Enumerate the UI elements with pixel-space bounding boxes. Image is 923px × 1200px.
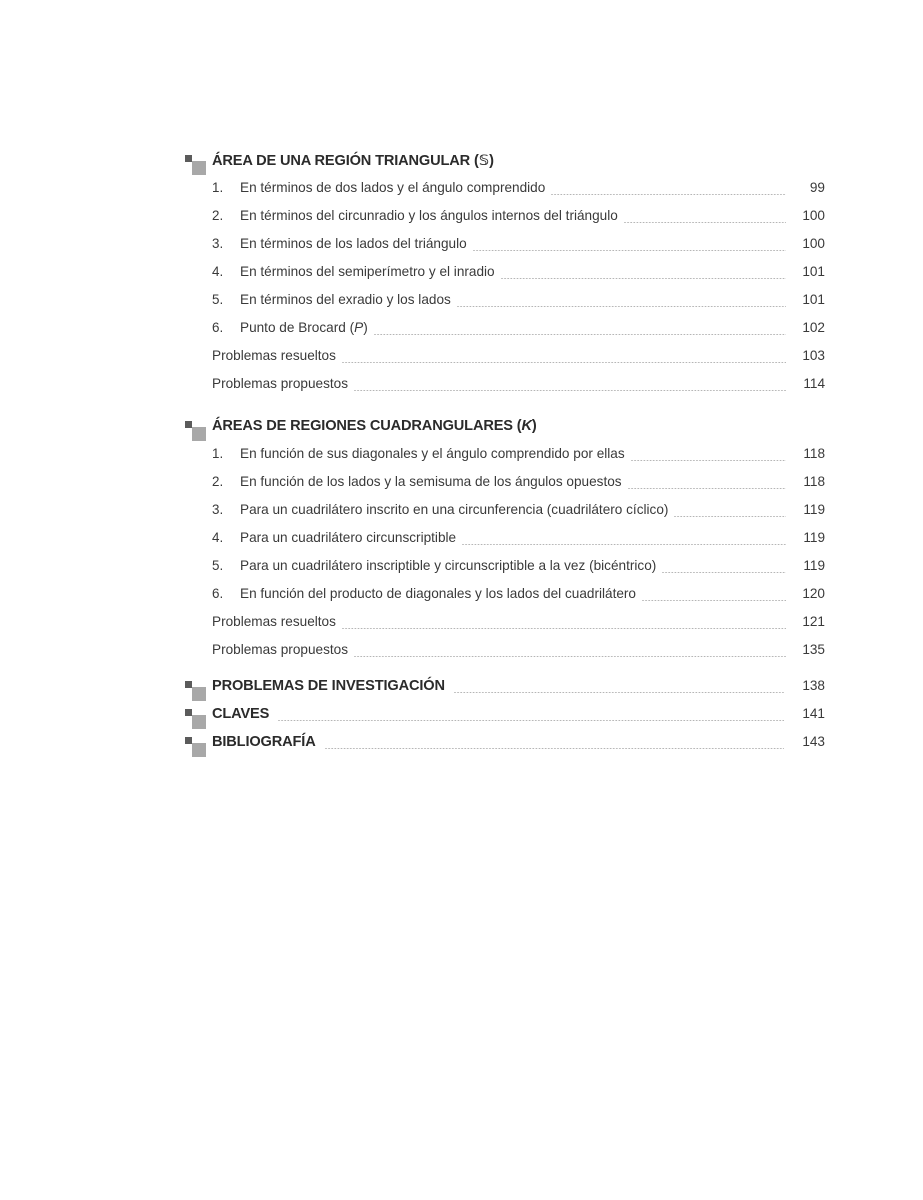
- entry-number: 5.: [212, 558, 224, 573]
- entry-page-number: 102: [802, 320, 825, 335]
- section-marker-icon: [185, 155, 206, 176]
- toc-entry[interactable]: [185, 502, 825, 530]
- toc-entry[interactable]: [185, 614, 825, 642]
- entry-number: 2.: [212, 474, 224, 489]
- section-heading-problemas-investigacion[interactable]: [185, 678, 825, 706]
- section-marker-icon: [185, 681, 206, 702]
- entry-page-number: 121: [802, 614, 825, 629]
- toc-entry[interactable]: [185, 180, 825, 208]
- dot-leader: [628, 488, 786, 489]
- toc-entry[interactable]: [185, 474, 825, 502]
- section-heading-label: CLAVES: [212, 706, 270, 722]
- entry-label: En función del producto de diagonales y los lados del cuadrilátero: [240, 586, 636, 601]
- entry-number: 1.: [212, 446, 224, 461]
- entry-label: En términos de los lados del triángulo: [240, 236, 467, 251]
- entry-number: 2.: [212, 208, 224, 223]
- entry-number: 6.: [212, 320, 224, 335]
- dot-leader: [354, 656, 786, 657]
- section-heading-label: ÁREAS DE REGIONES CUADRANGULARES (K): [212, 418, 537, 434]
- section-heading-label: ÁREA DE UNA REGIÓN TRIANGULAR (𝕊): [212, 152, 494, 169]
- entry-label: Punto de Brocard (P): [240, 320, 368, 335]
- dot-leader: [457, 306, 786, 307]
- dot-leader: [631, 460, 786, 461]
- table-of-contents: [185, 152, 825, 762]
- dot-leader: [642, 600, 786, 601]
- section-heading-area-triangular: [185, 152, 825, 180]
- dot-leader: [462, 544, 786, 545]
- entry-page-number: 119: [803, 502, 825, 517]
- entry-page-number: 103: [802, 348, 825, 363]
- section-heading-label: BIBLIOGRAFÍA: [212, 734, 316, 750]
- section-heading-areas-cuadrangulares: [185, 418, 825, 446]
- entry-label: En términos del semiperímetro y el inradio: [240, 264, 495, 279]
- entry-label: En función de sus diagonales y el ángulo comprendido por ellas: [240, 446, 625, 461]
- dot-leader: [501, 278, 786, 279]
- toc-entry[interactable]: [185, 292, 825, 320]
- dot-leader: [354, 390, 786, 391]
- entry-label: Para un cuadrilátero inscriptible y circunscriptible a la vez (bicéntrico): [240, 558, 657, 573]
- toc-entry[interactable]: [185, 320, 825, 348]
- entry-page-number: 119: [803, 530, 825, 545]
- toc-entry[interactable]: [185, 586, 825, 614]
- entry-label: En términos del exradio y los lados: [240, 292, 451, 307]
- entry-page-number: 118: [803, 474, 825, 489]
- toc-entry[interactable]: [185, 642, 825, 670]
- entry-page-number: 99: [809, 180, 825, 195]
- dot-leader: [342, 628, 786, 629]
- entry-page-number: 118: [803, 446, 825, 461]
- toc-entry[interactable]: [185, 558, 825, 586]
- dot-leader: [342, 362, 786, 363]
- entry-page-number: 101: [802, 264, 825, 279]
- dot-leader: [473, 250, 786, 251]
- entry-number: 4.: [212, 264, 224, 279]
- toc-entry[interactable]: [185, 264, 825, 292]
- dot-leader: [325, 748, 784, 749]
- toc-entry[interactable]: [185, 208, 825, 236]
- entry-label: Problemas resueltos: [212, 348, 336, 363]
- entry-label: En términos de dos lados y el ángulo comprendido: [240, 180, 546, 195]
- entry-page-number: 135: [802, 642, 825, 657]
- entry-number: 4.: [212, 530, 224, 545]
- entry-page-number: 119: [803, 558, 825, 573]
- entry-page-number: 101: [802, 292, 825, 307]
- toc-entry[interactable]: [185, 376, 825, 404]
- toc-entry[interactable]: [185, 236, 825, 264]
- entry-number: 3.: [212, 236, 224, 251]
- entry-label: Problemas propuestos: [212, 642, 349, 657]
- dot-leader: [674, 516, 786, 517]
- entry-page-number: 141: [802, 706, 825, 721]
- dot-leader: [374, 334, 786, 335]
- entry-page-number: 100: [802, 208, 825, 223]
- entry-number: 1.: [212, 180, 224, 195]
- section-marker-icon: [185, 737, 206, 758]
- entry-number: 3.: [212, 502, 224, 517]
- dot-leader: [624, 222, 786, 223]
- entry-label: Problemas resueltos: [212, 614, 336, 629]
- entry-number: 6.: [212, 586, 224, 601]
- section-marker-icon: [185, 709, 206, 730]
- entry-page-number: 114: [803, 376, 825, 391]
- entry-label: En función de los lados y la semisuma de los ángulos opuestos: [240, 474, 622, 489]
- entry-label: Problemas propuestos: [212, 376, 349, 391]
- toc-entry[interactable]: [185, 348, 825, 376]
- entry-page-number: 120: [802, 586, 825, 601]
- entry-label: Para un cuadrilátero inscrito en una circunferencia (cuadrilátero cíclico): [240, 502, 669, 517]
- entry-number: 5.: [212, 292, 224, 307]
- dot-leader: [662, 572, 786, 573]
- section-heading-bibliografia[interactable]: [185, 734, 825, 762]
- entry-page-number: 138: [802, 678, 825, 693]
- section-marker-icon: [185, 421, 206, 442]
- entry-label: Para un cuadrilátero circunscriptible: [240, 530, 457, 545]
- dot-leader: [454, 692, 784, 693]
- entry-label: En términos del circunradio y los ángulos internos del triángulo: [240, 208, 618, 223]
- dot-leader: [278, 720, 784, 721]
- entry-page-number: 100: [802, 236, 825, 251]
- section-heading-claves[interactable]: [185, 706, 825, 734]
- entry-page-number: 143: [802, 734, 825, 749]
- dot-leader: [551, 194, 786, 195]
- toc-entry[interactable]: [185, 446, 825, 474]
- toc-entry[interactable]: [185, 530, 825, 558]
- section-heading-label: PROBLEMAS DE INVESTIGACIÓN: [212, 678, 445, 694]
